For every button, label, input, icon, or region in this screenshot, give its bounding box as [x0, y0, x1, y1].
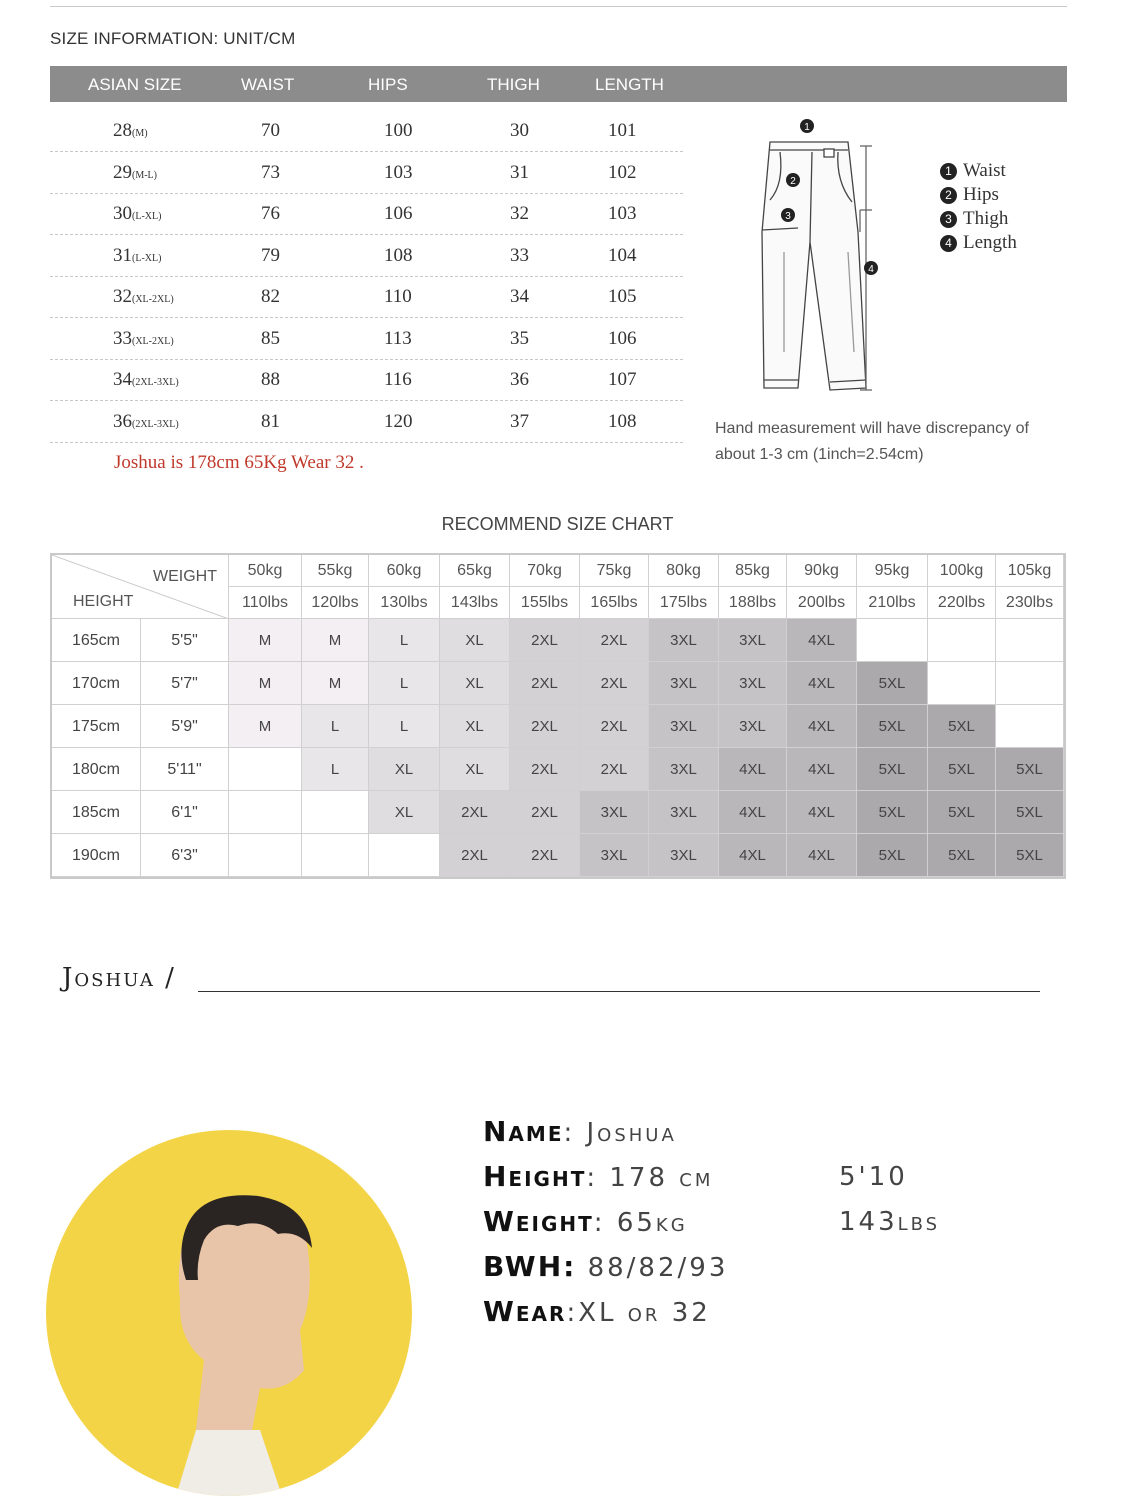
size-recommend-cell: 5XL: [857, 662, 928, 705]
size-cell-hips: 113: [384, 327, 412, 349]
diagram-marker-thigh: 3: [785, 211, 791, 222]
size-recommend-cell: [229, 791, 302, 834]
profile-value: : 178 cm: [586, 1163, 714, 1193]
size-cell-waist: 85: [261, 327, 280, 349]
size-recommend-cell: 5XL: [928, 834, 996, 877]
profile-value: : 65kg: [593, 1208, 688, 1238]
height-ft: 5'7": [141, 662, 229, 705]
size-recommend-cell: [928, 619, 996, 662]
measurement-legend: [940, 159, 1017, 255]
measurement-note: Hand measurement will have discrepancy of about 1-3 cm (1inch=2.54cm): [715, 420, 1029, 463]
header-hips: HIPS: [368, 75, 408, 94]
size-recommend-cell: [857, 619, 928, 662]
weight-header-kg: 100kg: [928, 555, 996, 587]
weight-header-lbs: 220lbs: [928, 587, 996, 619]
size-cell-thigh: 30: [510, 120, 529, 141]
profile-row: [483, 1115, 677, 1148]
size-recommend-cell: 5XL: [857, 791, 928, 834]
size-cell-waist: 79: [261, 244, 280, 266]
header-waist: WAIST: [241, 75, 295, 94]
size-info-title: SIZE INFORMATION: UNIT/CM: [50, 29, 296, 48]
height-ft: 5'5": [141, 619, 229, 662]
size-recommend-cell: 5XL: [857, 834, 928, 877]
size-recommend-cell: 2XL: [510, 705, 580, 748]
weight-header-kg: 85kg: [719, 555, 787, 587]
weight-header-lbs: 210lbs: [857, 587, 928, 619]
profile-value-alt: 5'10: [839, 1162, 908, 1192]
size-cell-hips: 106: [384, 203, 413, 224]
size-cell-length: 107: [608, 369, 637, 390]
size-cell-thigh: 33: [510, 244, 529, 266]
size-recommend-cell: [928, 662, 996, 705]
size-recommend-cell: XL: [369, 791, 440, 834]
weight-header-kg: 80kg: [649, 555, 719, 587]
weight-header-kg: 95kg: [857, 555, 928, 587]
size-recommend-cell: M: [229, 619, 302, 662]
size-recommend-cell: 2XL: [510, 791, 580, 834]
model-photo: [46, 1130, 412, 1496]
height-ft: 6'3": [141, 834, 229, 877]
profile-value: : Joshua: [563, 1118, 677, 1148]
size-recommend-cell: 2XL: [440, 791, 510, 834]
recommend-title: RECOMMEND SIZE CHART: [441, 514, 674, 534]
model-name-line: Joshua /: [62, 963, 176, 993]
diagram-marker-waist: 1: [804, 122, 810, 133]
height-cm: 175cm: [52, 705, 141, 748]
size-recommend-cell: 4XL: [787, 791, 857, 834]
size-row: [50, 401, 683, 443]
size-recommend-cell: 5XL: [928, 748, 996, 791]
size-recommend-cell: XL: [440, 662, 510, 705]
size-recommend-cell: 2XL: [580, 748, 649, 791]
size-recommend-cell: 4XL: [787, 748, 857, 791]
header-asian-size: ASIAN SIZE: [88, 75, 182, 94]
size-recommend-cell: 4XL: [719, 791, 787, 834]
size-recommend-cell: [229, 834, 302, 877]
size-recommend-cell: [369, 834, 440, 877]
weight-header-kg: 90kg: [787, 555, 857, 587]
size-recommend-cell: 5XL: [928, 705, 996, 748]
top-divider: [50, 6, 1067, 7]
size-recommend-cell: 5XL: [996, 748, 1064, 791]
size-recommend-cell: [302, 791, 369, 834]
size-cell-length: 104: [608, 244, 637, 266]
profile-label: BWH:: [483, 1250, 577, 1283]
legend-item-waist: 1 Waist: [940, 159, 1017, 183]
profile-row: [483, 1250, 728, 1283]
profile-value-alt: 143lbs: [839, 1207, 941, 1237]
size-recommend-cell: XL: [440, 705, 510, 748]
height-cm: 190cm: [52, 834, 141, 877]
size-table-header: [50, 66, 1067, 102]
weight-header-kg: 65kg: [440, 555, 510, 587]
weight-header-lbs: 188lbs: [719, 587, 787, 619]
size-cell-hips: 108: [384, 244, 413, 266]
size-recommend-cell: 2XL: [580, 662, 649, 705]
size-recommend-cell: M: [302, 619, 369, 662]
profile-label: Weight: [483, 1205, 594, 1238]
weight-header-lbs: 143lbs: [440, 587, 510, 619]
size-row: [50, 110, 683, 152]
size-label: 32(XL-2XL): [113, 286, 174, 307]
size-recommend-cell: M: [229, 662, 302, 705]
weight-header-lbs: 230lbs: [996, 587, 1064, 619]
size-cell-thigh: 35: [510, 327, 529, 349]
size-recommend-cell: XL: [440, 748, 510, 791]
weight-header-kg: 60kg: [369, 555, 440, 587]
size-recommend-cell: 3XL: [580, 791, 649, 834]
size-recommend-cell: 4XL: [787, 619, 857, 662]
header-thigh: THIGH: [487, 75, 540, 94]
size-recommend-cell: M: [229, 705, 302, 748]
size-recommend-cell: 2XL: [510, 748, 580, 791]
size-recommend-cell: 4XL: [719, 834, 787, 877]
size-label: 33(XL-2XL): [113, 327, 174, 349]
size-recommend-cell: [996, 662, 1064, 705]
size-recommend-cell: L: [302, 705, 369, 748]
size-recommend-cell: 3XL: [649, 662, 719, 705]
profile-row: [483, 1205, 688, 1238]
size-recommend-cell: 3XL: [649, 748, 719, 791]
recommend-size-chart: [50, 553, 1066, 879]
weight-header-lbs: 110lbs: [229, 587, 302, 619]
size-cell-length: 108: [608, 410, 637, 432]
size-recommend-cell: 3XL: [719, 705, 787, 748]
size-recommend-cell: 3XL: [649, 791, 719, 834]
size-row: [50, 235, 683, 277]
size-recommend-cell: XL: [440, 619, 510, 662]
profile-label: Height: [483, 1160, 587, 1193]
weight-header-lbs: 130lbs: [369, 587, 440, 619]
size-recommend-cell: 4XL: [787, 705, 857, 748]
size-recommend-cell: 2XL: [580, 705, 649, 748]
size-recommend-cell: L: [369, 662, 440, 705]
profile-label: Name: [483, 1115, 564, 1148]
weight-header-lbs: 165lbs: [580, 587, 649, 619]
size-recommend-cell: 3XL: [649, 834, 719, 877]
height-ft: 6'1": [141, 791, 229, 834]
size-cell-thigh: 34: [510, 286, 529, 307]
weight-header-lbs: 155lbs: [510, 587, 580, 619]
size-recommend-cell: L: [369, 705, 440, 748]
model-size-note: Joshua is 178cm 65Kg Wear 32 .: [114, 452, 364, 473]
profile-value: :XL or 32: [566, 1298, 711, 1328]
pants-diagram: [740, 112, 900, 397]
weight-header-kg: 75kg: [580, 555, 649, 587]
size-row: [50, 359, 683, 401]
size-recommend-cell: 2XL: [580, 619, 649, 662]
size-cell-waist: 73: [261, 161, 280, 183]
size-recommend-cell: 3XL: [719, 662, 787, 705]
height-ft: 5'11": [141, 748, 229, 791]
size-recommend-cell: 3XL: [719, 619, 787, 662]
size-cell-length: 105: [608, 286, 637, 307]
size-cell-waist: 88: [261, 369, 280, 390]
size-row: [50, 318, 683, 360]
size-cell-thigh: 37: [510, 410, 529, 432]
height-cm: 180cm: [52, 748, 141, 791]
weight-header-kg: 105kg: [996, 555, 1064, 587]
size-recommend-cell: 4XL: [787, 834, 857, 877]
size-recommend-cell: 2XL: [510, 619, 580, 662]
size-recommend-cell: 2XL: [510, 662, 580, 705]
diagram-marker-hips: 2: [790, 176, 796, 187]
height-cm: 170cm: [52, 662, 141, 705]
weight-header-lbs: 200lbs: [787, 587, 857, 619]
size-cell-hips: 120: [384, 410, 413, 432]
model-head-illustration: [46, 1130, 412, 1496]
size-cell-hips: 116: [384, 369, 412, 390]
size-cell-length: 102: [608, 161, 637, 183]
height-cm: 165cm: [52, 619, 141, 662]
height-ft: 5'9": [141, 705, 229, 748]
size-cell-length: 103: [608, 203, 637, 224]
size-recommend-cell: 2XL: [510, 834, 580, 877]
size-recommend-cell: L: [369, 619, 440, 662]
size-cell-thigh: 36: [510, 369, 529, 390]
size-cell-hips: 103: [384, 161, 413, 183]
size-label: 31(L-XL): [113, 244, 162, 266]
legend-item-hips: 2 Hips: [940, 183, 1017, 207]
header-length: LENGTH: [595, 75, 664, 94]
size-recommend-cell: 5XL: [996, 834, 1064, 877]
size-cell-length: 101: [608, 120, 637, 141]
size-label: 34(2XL-3XL): [113, 369, 179, 390]
height-cm: 185cm: [52, 791, 141, 834]
weight-header-kg: 70kg: [510, 555, 580, 587]
size-recommend-cell: [996, 619, 1064, 662]
size-label: 30(L-XL): [113, 203, 162, 224]
size-recommend-cell: 3XL: [649, 705, 719, 748]
size-recommend-cell: M: [302, 662, 369, 705]
weight-header-lbs: 120lbs: [302, 587, 369, 619]
size-label: 36(2XL-3XL): [113, 410, 179, 432]
corner-cell: [52, 555, 229, 619]
size-cell-waist: 76: [261, 203, 280, 224]
size-recommend-cell: 3XL: [580, 834, 649, 877]
size-recommend-cell: 3XL: [649, 619, 719, 662]
size-row: [50, 152, 683, 194]
height-label: HEIGHT: [73, 593, 134, 610]
size-label: 28(M): [113, 120, 148, 141]
size-cell-waist: 70: [261, 120, 280, 141]
size-row: [50, 276, 683, 318]
size-recommend-cell: [996, 705, 1064, 748]
legend-item-length: 4 Length: [940, 231, 1017, 255]
size-recommend-cell: 5XL: [996, 791, 1064, 834]
size-cell-hips: 110: [384, 286, 412, 307]
size-row: [50, 193, 683, 235]
size-cell-waist: 81: [261, 410, 280, 432]
size-recommend-cell: 5XL: [928, 791, 996, 834]
weight-label: WEIGHT: [153, 568, 217, 585]
size-label: 29(M-L): [113, 161, 157, 183]
size-recommend-cell: 4XL: [719, 748, 787, 791]
size-recommend-cell: [302, 834, 369, 877]
profile-label: Wear: [483, 1295, 567, 1328]
size-cell-thigh: 32: [510, 203, 529, 224]
size-recommend-cell: 2XL: [440, 834, 510, 877]
size-recommend-cell: L: [302, 748, 369, 791]
diagram-marker-length: 4: [868, 264, 874, 275]
size-cell-thigh: 31: [510, 161, 529, 183]
profile-row: [483, 1295, 711, 1328]
size-recommend-cell: [229, 748, 302, 791]
profile-value: 88/82/93: [576, 1253, 729, 1283]
name-underline: [198, 991, 1040, 992]
size-recommend-cell: 5XL: [857, 705, 928, 748]
size-cell-hips: 100: [384, 120, 413, 141]
size-cell-length: 106: [608, 327, 637, 349]
size-recommend-cell: 4XL: [787, 662, 857, 705]
size-recommend-cell: 5XL: [857, 748, 928, 791]
size-cell-waist: 82: [261, 286, 280, 307]
weight-header-kg: 55kg: [302, 555, 369, 587]
legend-item-thigh: 3 Thigh: [940, 207, 1017, 231]
weight-header-lbs: 175lbs: [649, 587, 719, 619]
profile-row: [483, 1160, 713, 1193]
size-recommend-cell: XL: [369, 748, 440, 791]
weight-header-kg: 50kg: [229, 555, 302, 587]
